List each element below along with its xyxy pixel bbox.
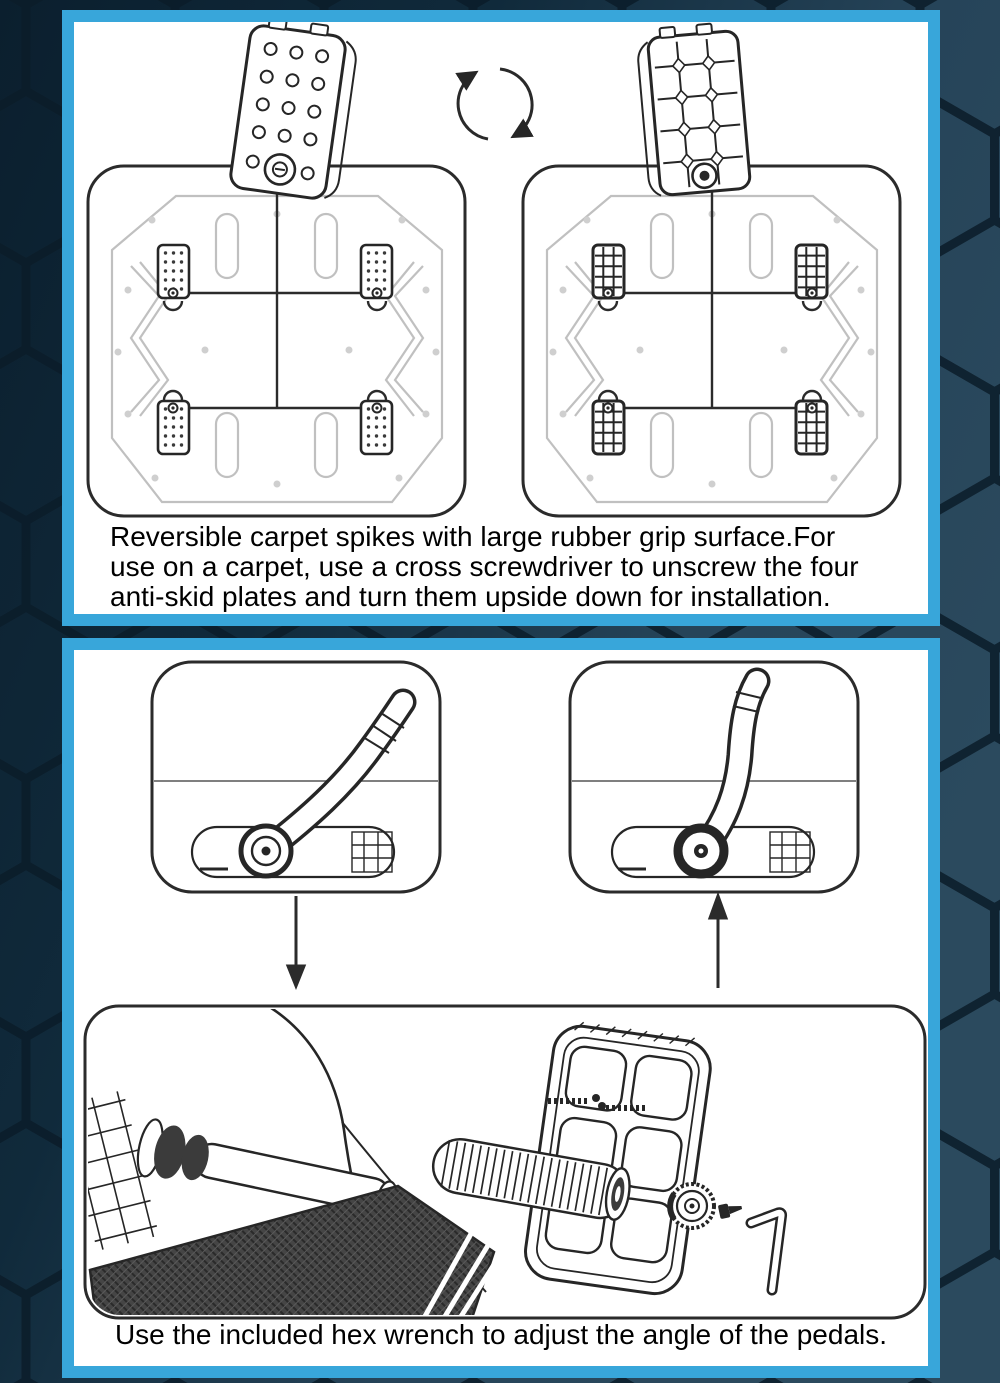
pedal-hub bbox=[678, 828, 724, 874]
down-arrow-icon bbox=[288, 896, 304, 986]
pedal-angle-inset-high bbox=[570, 662, 858, 892]
base-underside-rubber-diagram bbox=[88, 166, 465, 516]
hex-wrench-caption: Use the included hex wrench to adjust the angle of the pedals. bbox=[114, 1319, 888, 1350]
antiskid-plate-rubber-side bbox=[229, 22, 360, 202]
pedal-adjustment-panel bbox=[62, 638, 940, 1378]
carpet-spikes-panel bbox=[62, 10, 940, 626]
pedal-angle-inset-low bbox=[152, 662, 440, 892]
up-arrow-icon bbox=[710, 896, 726, 988]
base-underside-spikes-diagram bbox=[523, 166, 900, 516]
pedal-hub bbox=[241, 826, 291, 876]
caption-line: use on a carpet, use a cross screwdriver to unscrew the four bbox=[110, 551, 859, 582]
pedal-assembly-diagram bbox=[74, 1006, 925, 1318]
rotate-clockwise-icon bbox=[458, 69, 532, 139]
caption-line: Reversible carpet spikes with large rubber grip surface.For bbox=[110, 521, 836, 552]
adjustment-knob bbox=[670, 1184, 714, 1228]
carpet-spikes-caption bbox=[110, 522, 922, 612]
pedal-adjustment-illustration bbox=[74, 650, 928, 1366]
caption-line: anti-skid plates and turn them upside down for installation. bbox=[110, 581, 831, 612]
